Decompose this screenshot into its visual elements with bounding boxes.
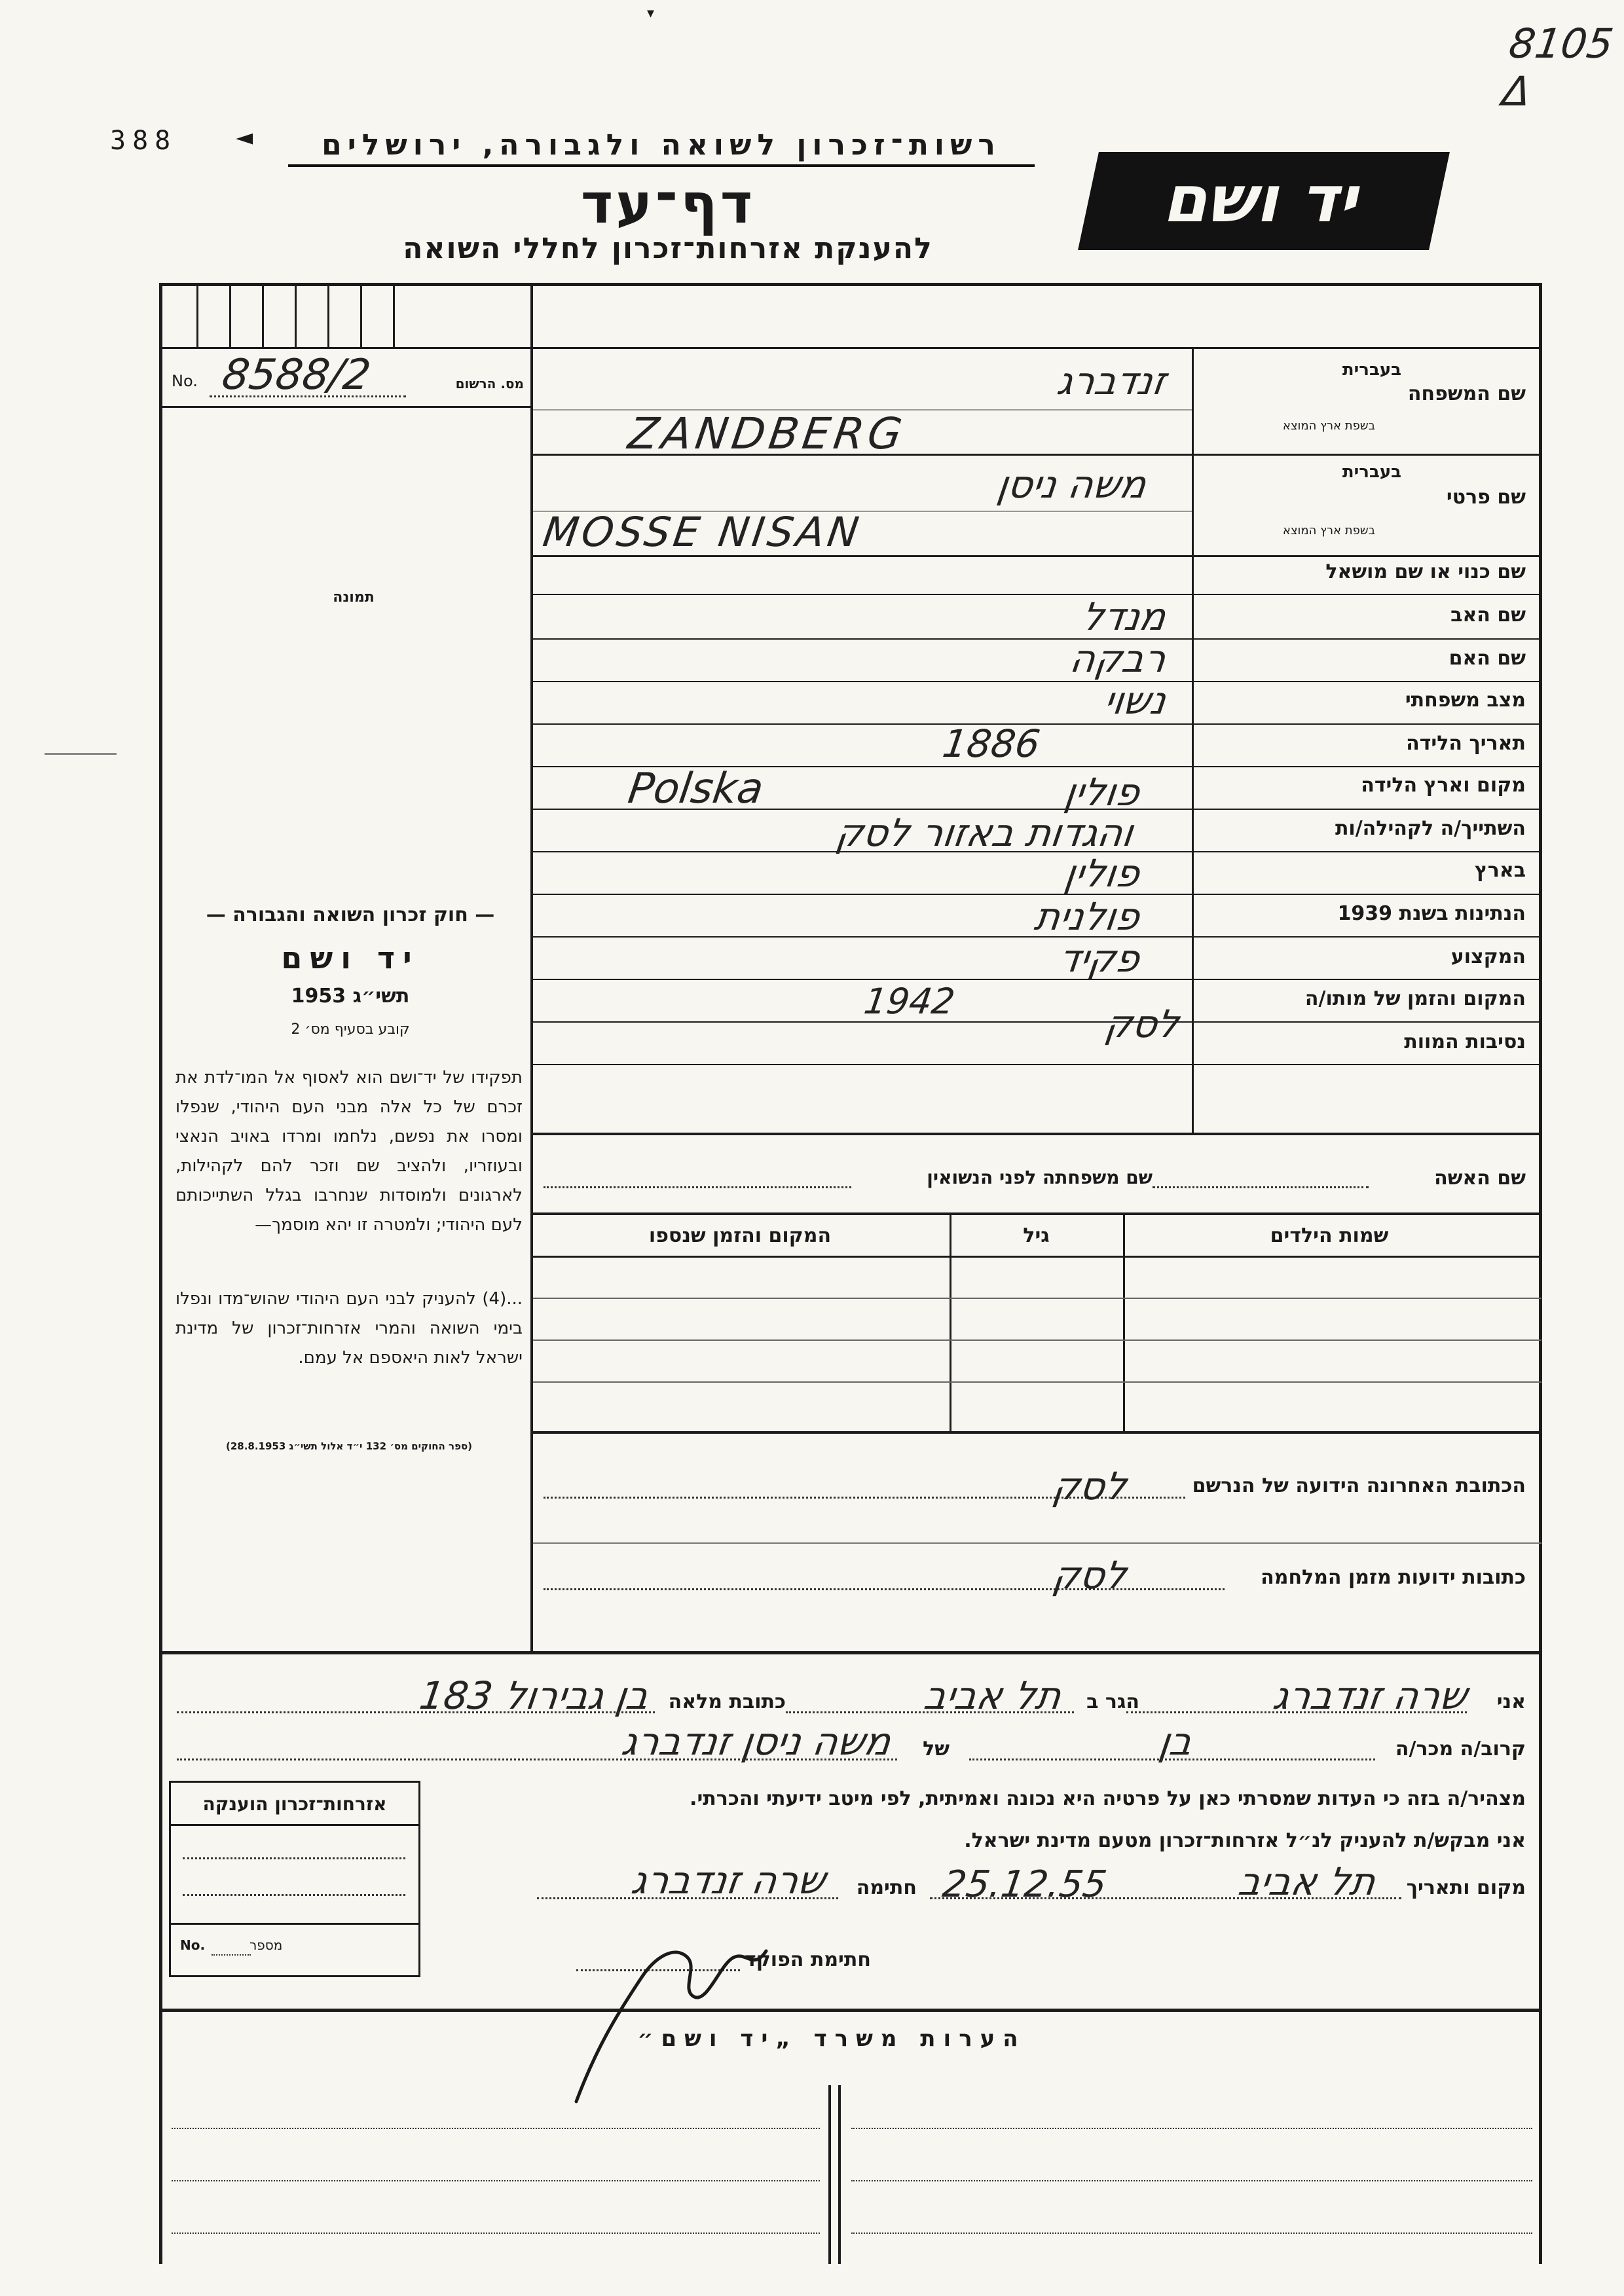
last-address-label: הכתובת האחרונה הידועה של הנרשם [1192, 1474, 1526, 1497]
resident-dotted [786, 1711, 1074, 1713]
citizenship-box [169, 1781, 420, 1977]
notes-top-line [159, 2009, 1541, 2012]
wife-label: שם האשה [1434, 1167, 1526, 1190]
signature-dotted [537, 1897, 838, 1899]
child-col-div-1 [950, 1212, 951, 1432]
father-value: מנדל [1079, 594, 1169, 639]
stamp-mark-icon: ◄ [236, 124, 253, 151]
form-subtitle: להענקת אזרחות־זכרון לחללי השואה [403, 232, 933, 265]
child-row-3 [533, 1381, 1541, 1383]
citizenship-value: פולנית [1031, 894, 1143, 939]
family-name-origin-sub: בשפת ארץ המוצא [1282, 419, 1375, 433]
marital-value: נשוי [1101, 678, 1169, 723]
officer-signature-label: חתימת הפוקד [745, 1948, 871, 1971]
notes-frame-right [1539, 2009, 1542, 2264]
of-value: משה ניסן זנדברג [619, 1719, 894, 1764]
page-number: 388 [110, 126, 177, 156]
wife-dotted [1153, 1186, 1369, 1188]
citizenship-number-label: מספר [249, 1937, 283, 1953]
child-col-div-2 [1123, 1212, 1125, 1432]
birthdate-value: 1886 [940, 721, 1043, 766]
place-date-dotted [930, 1897, 1401, 1899]
declaration-top-line [159, 1651, 1541, 1654]
box-div-1 [196, 283, 198, 348]
declarant-i-label: אני [1496, 1690, 1526, 1713]
community-label: השתייך/ה לקהילה/ות [1335, 817, 1526, 840]
wartime-address-value: לסק [1050, 1553, 1130, 1597]
punch-mark: ▾ [647, 5, 655, 22]
citizenship-no-dotted [212, 1954, 251, 1956]
citizenship-no-label: No. [180, 1937, 206, 1953]
law-clause: קובע בסעיף מס׳ 2 [291, 1021, 410, 1038]
nickname-label: שם כנוי או שם מושאל [1325, 560, 1526, 583]
law-title: — חוק זכרון השואה והגבורה — [206, 903, 495, 926]
declarant-dotted [1126, 1711, 1467, 1713]
birthplace-hebrew-value: פולין [1061, 770, 1143, 814]
last-address-value: לסק [1050, 1464, 1130, 1508]
archive-number: 8105 Δ [1499, 20, 1617, 115]
place-value: תל אביב [1235, 1859, 1378, 1904]
notes-divider-1 [828, 2085, 831, 2264]
place-date-label: מקום ותאריך [1406, 1876, 1526, 1899]
law-footnote: (ספר החוקים מס׳ 132 י״ד אלול תשי״ג 28.8.1953) [225, 1440, 473, 1452]
relative-label: קרוב/ה מכר/ה [1395, 1738, 1526, 1760]
citizenship-box-title: אזרחות־זכרון הוענקה [171, 1783, 418, 1826]
row-line-grid-bottom [533, 1133, 1541, 1135]
reg-no-label: No. [172, 372, 198, 390]
death-year-value: 1942 [861, 981, 957, 1022]
children-table-bottom [533, 1431, 1541, 1434]
community-value: והגדות באזור לסק [833, 811, 1136, 855]
of-label: של [923, 1738, 950, 1760]
child-row-1 [533, 1298, 1541, 1299]
notes-dotted-4 [851, 2180, 1532, 2181]
children-age-header: גיל [1023, 1224, 1050, 1247]
frame-left [159, 283, 162, 2010]
first-name-latin-value: MOSSE NISAN [540, 508, 865, 556]
logo-text: יד ושם [1158, 162, 1369, 237]
box-div-7 [393, 283, 395, 348]
citizenship-inner-line [171, 1923, 418, 1925]
registration-number: 8588/2 [219, 351, 374, 399]
relation-value: בן [1156, 1719, 1195, 1764]
death-place-label: המקום והזמן של מותו/ה [1304, 987, 1526, 1010]
relation-dotted [969, 1758, 1375, 1760]
profession-value: פקיד [1056, 936, 1143, 981]
first-name-hebrew-sub: בעברית [1342, 462, 1401, 482]
box-div-3 [262, 283, 264, 348]
box-div-2 [229, 283, 231, 348]
box-div-5 [327, 283, 329, 348]
yad-vashem-logo [1078, 152, 1450, 250]
top-box-row-bottom [159, 347, 532, 349]
death-circumstances-label: נסיבות המוות [1404, 1030, 1526, 1053]
notes-dotted-6 [851, 2232, 1532, 2234]
father-label: שם האב [1450, 604, 1526, 627]
first-name-label: שם פרטי [1446, 486, 1526, 509]
of-dotted [177, 1758, 897, 1760]
left-column-divider [530, 283, 533, 1651]
profession-label: המקצוע [1450, 945, 1526, 968]
resident-value: תל אביב [921, 1673, 1064, 1718]
frame-top [159, 283, 1541, 286]
row-line-death-circ [533, 1064, 1541, 1065]
right-top-row-bottom [530, 347, 1542, 349]
declaration-statement-1: מצהיר/ה בזה כי העדות שמסרתי כאן על פרטיה היא נכונה ואמיתית, לפי מיטב ידיעתי והכרתי. [690, 1787, 1526, 1810]
citizenship-dotted-1 [183, 1857, 405, 1859]
scan-mark [45, 753, 117, 755]
signature-value: שרה זנדברג [628, 1858, 828, 1903]
law-paragraph-2: ...(4) להעניק לבני העם היהודי שהוש־מדו ונפלו בימי השואה והמרי אזרחות־זכרון של מדינת ישראל לאות היאספם אל עמם. [175, 1289, 523, 1368]
birthplace-latin-value: Polska [625, 765, 767, 813]
notes-dotted-1 [172, 2128, 820, 2129]
notes-dotted-3 [172, 2180, 820, 2181]
mother-label: שם האם [1449, 647, 1526, 670]
first-name-origin-sub: בשפת ארץ המוצא [1282, 524, 1375, 538]
law-year: תשי״ג 1953 [291, 985, 410, 1008]
office-notes-title: הערות משרד „יד ושם״ [637, 2026, 1026, 2052]
child-row-2 [533, 1339, 1541, 1341]
authority-title: רשות־זכרון לשואה ולגבורה, ירושלים [288, 128, 1035, 167]
citizenship-label: הנתינות בשנת 1939 [1337, 902, 1526, 925]
marital-label: מצב משפחתי [1405, 689, 1526, 712]
address-mid-line [533, 1542, 1541, 1544]
wartime-address-label: כתובות ידועות מזמן המלחמה [1261, 1566, 1526, 1589]
notes-divider-2 [838, 2085, 841, 2264]
frame-right [1539, 283, 1542, 2010]
reg-row-bottom [159, 406, 532, 408]
declarant-name-value: שרה זנדברג [1270, 1673, 1470, 1718]
form-title: דף־עד [580, 172, 756, 236]
first-name-hebrew-value: משה ניסן [994, 462, 1149, 507]
full-address-dotted [177, 1711, 655, 1713]
wife-row-bottom [533, 1212, 1541, 1215]
citizenship-dotted-2 [183, 1894, 405, 1896]
death-place-value: לסק [1102, 1002, 1182, 1046]
family-name-latin-value: ZANDBERG [625, 409, 909, 459]
children-names-header: שמות הילדים [1270, 1224, 1389, 1247]
notes-frame-left [159, 2009, 162, 2264]
law-name: יד ושם [281, 940, 420, 975]
family-name-hebrew-value: זנדברג [1054, 359, 1169, 403]
reg-dotted [210, 395, 406, 397]
child-header-bottom [533, 1256, 1541, 1258]
full-address-value: בן גבירול 183 [416, 1673, 652, 1718]
family-name-hebrew-sub: בעברית [1342, 360, 1401, 380]
notes-dotted-2 [851, 2128, 1532, 2129]
declaration-statement-2: אני מבקש/ת להעניק לנ״ל אזרחות־זכרון מטעם מדינת ישראל. [964, 1829, 1526, 1852]
officer-signature-mark [570, 1918, 779, 2108]
photo-label: תמונה [333, 589, 375, 606]
maiden-dotted [544, 1186, 851, 1188]
full-address-label: כתובת מלאה [668, 1690, 786, 1713]
notes-dotted-5 [172, 2232, 820, 2234]
registration-label: מס. הרשום [455, 376, 524, 392]
resident-label: הגר ב [1086, 1690, 1139, 1713]
birthplace-label: מקום וארץ הלידה [1361, 774, 1526, 797]
wife-maiden-label: שם משפחתה לפני הנשואין [927, 1167, 1153, 1188]
mother-value: רבקה [1067, 636, 1169, 681]
children-place-header: המקום והזמן שנספו [648, 1224, 832, 1247]
signature-label: חתימה [856, 1876, 917, 1899]
label-column-divider [1192, 349, 1194, 1135]
box-div-4 [295, 283, 297, 348]
date-value: 25.12.55 [940, 1863, 1109, 1906]
law-paragraph-1: תפקידו של יד־ושם הוא לאסוף אל המו־לדת את זכרם של כל אלה מבני העם היהודי, שנפלו ומסרו את נפשם, נלחמו ומרדו באויב הנאצי ובעוזריו, ולהציב שם וזכר להם לקהילות, לארגונים ולמוסדות שנחרבו בגלל השתייכותם לעם היהודי; ולמטרה זו יהא מוסמך— [175, 1068, 523, 1235]
country-label: בארץ [1474, 859, 1526, 882]
box-div-6 [360, 283, 362, 348]
country-value: פולין [1061, 851, 1143, 896]
birthdate-label: תאריך הלידה [1406, 732, 1526, 755]
family-name-label: שם המשפחה [1407, 382, 1526, 405]
